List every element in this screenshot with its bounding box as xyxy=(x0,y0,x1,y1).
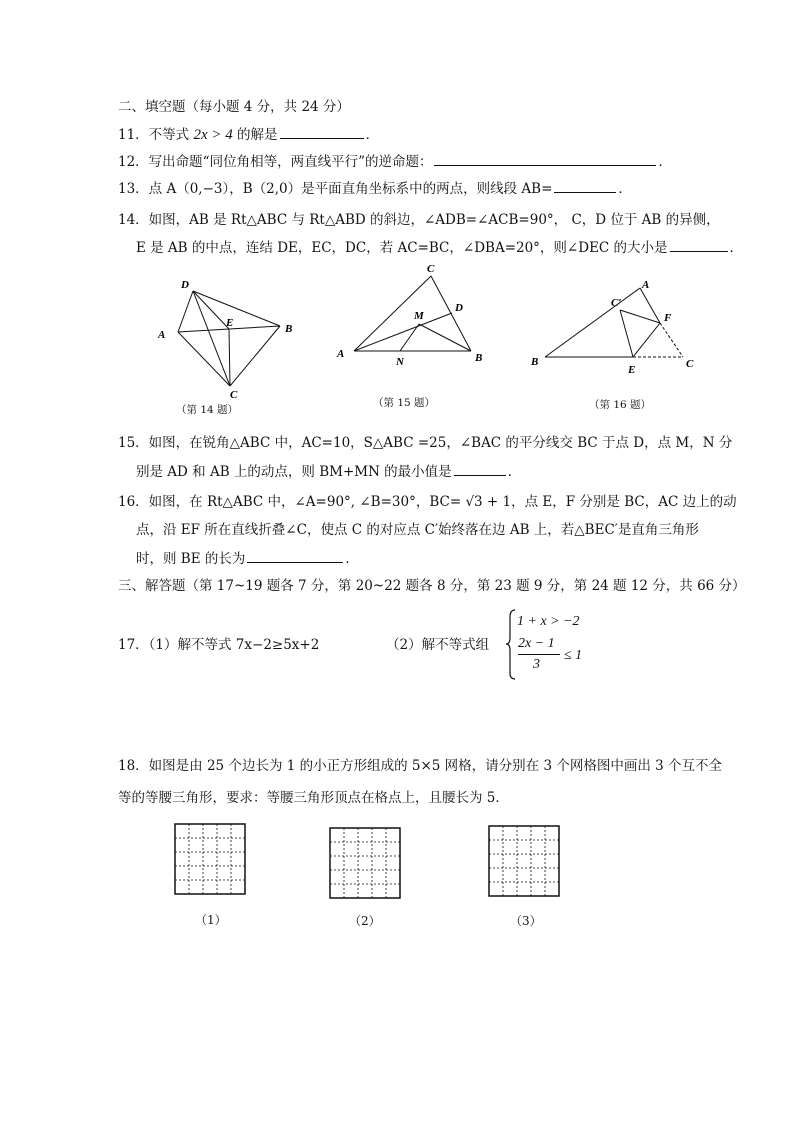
fig14-label-d: D xyxy=(181,279,189,291)
q15-answer-blank[interactable] xyxy=(454,461,506,476)
question-14-line2: E 是 AB 的中点，连结 DE，EC，DC，若 AC=BC，∠DBA=20°，则∠DEC 的大小是 ． xyxy=(136,237,743,258)
question-11: 11．不等式 2x > 4 的解是 ． xyxy=(118,124,379,145)
fig16-label-c: C xyxy=(686,358,694,370)
question-12: 12．写出命题“同位角相等，两直线平行”的逆命题： ． xyxy=(118,151,672,172)
fig14-label-a: A xyxy=(158,329,166,341)
q12-answer-blank[interactable] xyxy=(434,151,656,166)
question-13: 13．点 A（0,−3），B（2,0）是平面直角坐标系中的两点，则线段 AB= ． xyxy=(118,178,632,199)
grid-caption-1: （1） xyxy=(195,913,227,927)
question-16-line3: 时，则 BE 的长为 ． xyxy=(136,548,359,569)
question-15-line2: 别是 AD 和 AB 上的动点，则 BM+MN 的最小值是 ． xyxy=(136,461,521,482)
fig15-label-a: A xyxy=(337,348,345,360)
fig16-label-b: B xyxy=(531,356,539,368)
question-14-line1: 14．如图，AB 是 Rt△ABC 与 Rt△ABD 的斜边，∠ADB=∠ACB=90°， C，D 位于 AB 的异侧， xyxy=(118,212,720,228)
figure-16 xyxy=(525,275,705,385)
fig14-label-c: C xyxy=(230,389,238,400)
fraction-bar xyxy=(518,654,560,655)
caption-16: （第 16 题） xyxy=(589,399,652,411)
q11-post: 的解是 xyxy=(232,127,278,143)
fig15-label-n: N xyxy=(396,356,404,368)
fig16-label-c-prime: C′ xyxy=(611,297,622,309)
question-16-line2: 点，沿 EF 所在直线折叠∠C，使点 C 的对应点 C′始终落在边 AB 上，若△BEC′是直角三角形 xyxy=(136,522,699,538)
section2-heading: 二、填空题（每小题 4 分，共 24 分） xyxy=(118,99,350,115)
fig15-label-d: D xyxy=(455,302,463,314)
fig14-label-b: B xyxy=(285,323,293,335)
question-15-line1: 15．如图，在锐角△ABC 中，AC=10，S△ABC =25，∠BAC 的平分线交 BC 于点 D，点 M，N 分 xyxy=(118,435,733,451)
question-18-line1: 18．如图是由 25 个边长为 1 的小正方形组成的 5×5 网格，请分别在 3 个网格图中画出 3 个互不全 xyxy=(118,758,723,774)
figure-14 xyxy=(150,275,310,400)
system-ineq-2-rel: ≤ 1 xyxy=(564,648,583,663)
fig16-label-e: E xyxy=(628,364,636,376)
q13-answer-blank[interactable] xyxy=(554,178,616,193)
q11-math: 2x > 4 xyxy=(193,127,233,143)
grid-1[interactable] xyxy=(174,823,247,896)
fig15-label-b: B xyxy=(475,352,483,364)
q12-text: 12．写出命题“同位角相等，两直线平行”的逆命题： xyxy=(118,154,433,170)
q13-text: 13．点 A（0,−3），B（2,0）是平面直角坐标系中的两点，则线段 AB= xyxy=(118,181,553,197)
fig16-label-a: A xyxy=(642,279,650,291)
question-16-line1: 16．如图，在 Rt△ABC 中，∠A=90°, ∠B=30°，BC= √3 + 1，点 E，F 分别是 BC，AC 边上的动 xyxy=(118,494,737,510)
section3-heading: 三、解答题（第 17~19 题各 7 分，第 20~22 题各 8 分，第 23 题 9 分，第 24 题 12 分，共 66 分） xyxy=(118,578,746,594)
system-ineq-2-den: 3 xyxy=(533,657,540,672)
fig15-label-m: M xyxy=(414,310,424,322)
fig14-label-e: E xyxy=(226,317,234,329)
caption-15: （第 15 题） xyxy=(373,397,436,409)
question-17-part2: （2）解不等式组 xyxy=(386,637,490,653)
question-17-part1: 17．（1）解不等式 7x−2≥5x+2 xyxy=(118,637,320,653)
q16-answer-blank[interactable] xyxy=(247,548,343,563)
grid-3[interactable] xyxy=(488,825,561,898)
caption-14: （第 14 题） xyxy=(176,404,239,416)
fig15-label-c: C xyxy=(427,263,435,275)
fig16-label-f: F xyxy=(664,312,672,324)
system-ineq-1: 1 + x > −2 xyxy=(517,614,580,629)
question-18-line2: 等的等腰三角形，要求：等腰三角形顶点在格点上，且腰长为 5． xyxy=(118,790,509,806)
grid-caption-2: （2） xyxy=(349,914,381,928)
q11-prefix: 11．不等式 xyxy=(118,127,194,143)
grid-caption-3: （3） xyxy=(510,914,542,928)
system-brace xyxy=(505,607,517,682)
q14-answer-blank[interactable] xyxy=(670,237,728,252)
figure-15 xyxy=(335,258,495,378)
grid-2[interactable] xyxy=(329,827,402,900)
system-ineq-2-num: 2x − 1 xyxy=(518,636,555,651)
q11-answer-blank[interactable] xyxy=(280,124,364,139)
